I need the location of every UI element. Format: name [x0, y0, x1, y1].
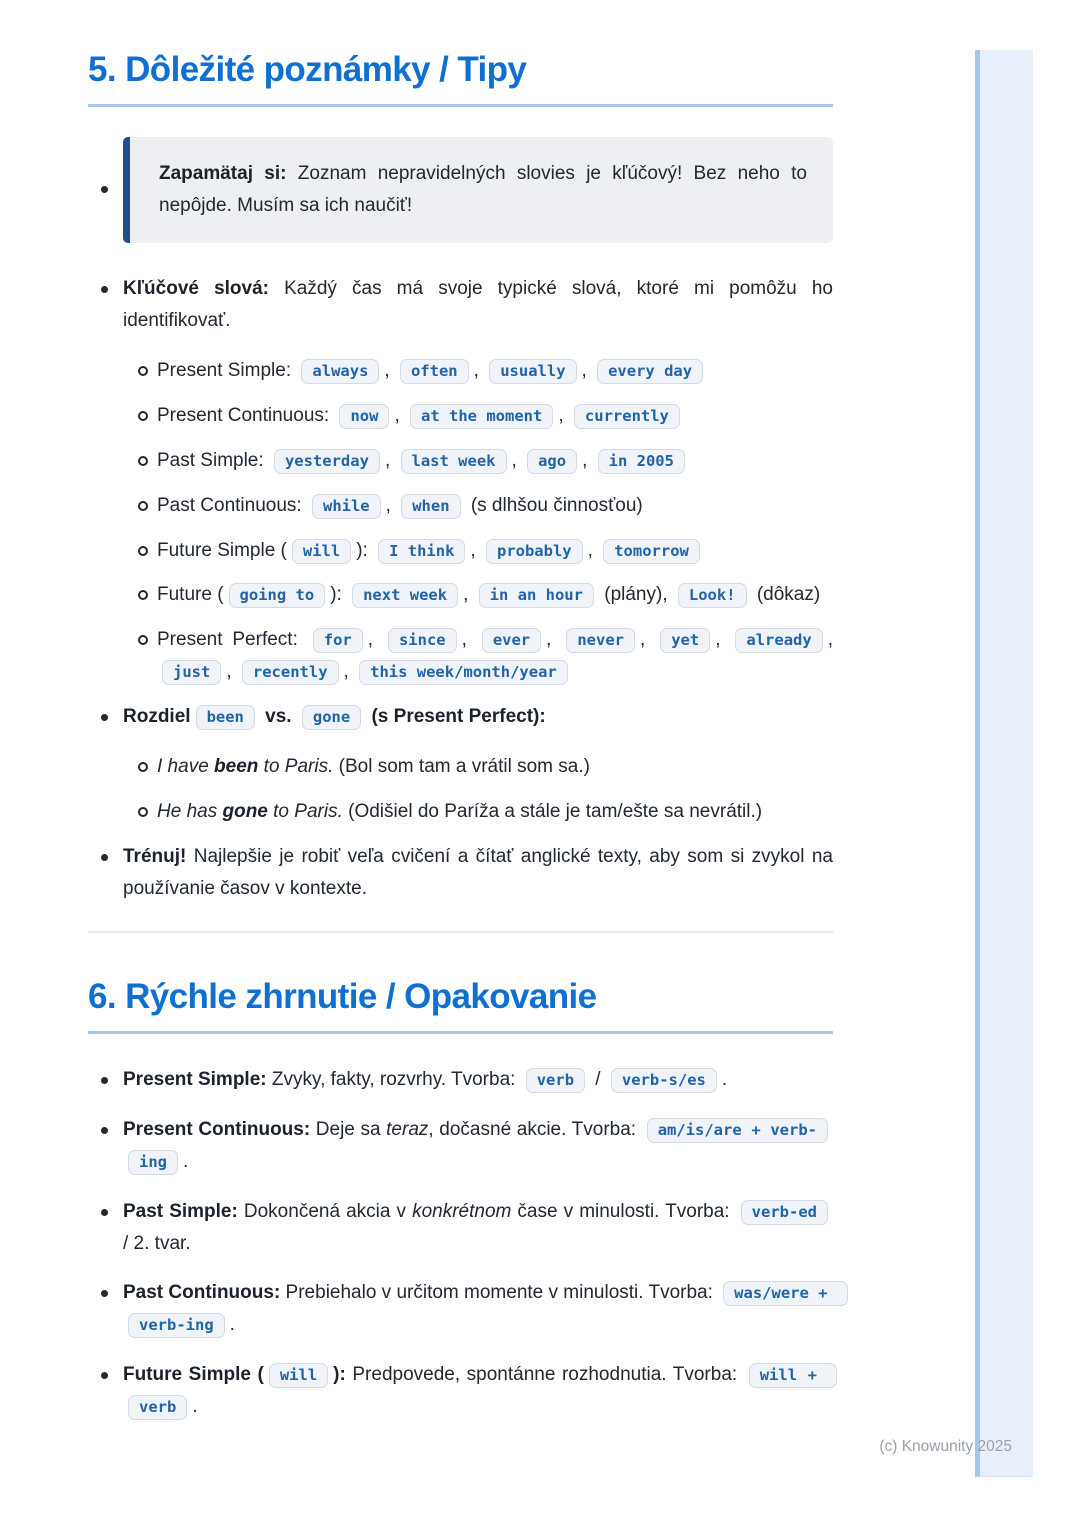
circle-bullet-icon	[138, 590, 148, 600]
list-item-text	[123, 701, 833, 733]
list-item-text	[157, 535, 833, 567]
text-segment: teraz	[386, 1118, 429, 1140]
list-item	[88, 841, 833, 905]
code-chip: since	[388, 628, 457, 653]
list-item-text	[123, 1277, 837, 1341]
list-item	[88, 1277, 837, 1341]
text-segment: ,	[715, 629, 731, 651]
list-item-text	[157, 445, 833, 477]
section-6-heading: 6. Rýchle zhrnutie / Opakovanie	[88, 977, 833, 1034]
circle-bullet-icon	[138, 635, 148, 645]
text-segment: ,	[394, 404, 406, 426]
text-segment: ):	[333, 1364, 346, 1386]
text-segment: gone	[222, 800, 268, 822]
copyright-text: (c) Knowunity 2025	[879, 1438, 1012, 1455]
code-chip: when	[401, 494, 460, 519]
code-chip: in 2005	[598, 449, 685, 474]
bullet-icon	[101, 1077, 108, 1084]
bullet-icon	[101, 286, 108, 293]
sub-list-item	[88, 624, 833, 688]
code-chip: going to	[229, 583, 326, 608]
text-segment: Rozdiel	[123, 706, 191, 728]
code-chip: already	[735, 628, 822, 653]
bullet-icon	[101, 1290, 108, 1297]
text-segment: ,	[640, 629, 656, 651]
list-item	[88, 1064, 833, 1096]
sub-list-item	[88, 535, 833, 567]
section-divider	[88, 931, 833, 933]
text-segment: vs.	[259, 706, 297, 728]
code-chip: while	[312, 494, 381, 519]
list-item	[88, 1114, 833, 1178]
text-segment: ,	[511, 449, 523, 471]
list-item-text	[157, 796, 833, 828]
text-segment: ,	[384, 359, 395, 381]
text-segment: ,	[581, 359, 593, 381]
list-item-text	[157, 751, 833, 783]
code-chip: verb-s/es	[611, 1068, 717, 1093]
circle-bullet-icon	[138, 762, 148, 772]
code-chip: ago	[527, 449, 577, 474]
sub-list-item	[88, 445, 833, 477]
text-segment: Present Simple:	[123, 1068, 267, 1090]
text-segment: ,	[558, 404, 569, 426]
bullet-icon	[101, 1372, 108, 1379]
circle-bullet-icon	[138, 807, 148, 817]
list-item-text	[123, 841, 833, 905]
code-chip: for	[313, 628, 363, 653]
text-segment: Past Continuous:	[123, 1282, 281, 1304]
sub-list-item	[88, 796, 833, 828]
text-segment: .	[192, 1396, 198, 1418]
circle-bullet-icon	[138, 456, 148, 466]
text-segment: (Odišiel do Paríža a stále je tam/ešte sa nevrátil.)	[342, 800, 763, 822]
code-chip: often	[400, 359, 469, 384]
callout-text	[159, 158, 807, 222]
text-segment: ,	[473, 359, 485, 381]
text-segment: Present Simple:	[157, 359, 297, 381]
code-chip: tomorrow	[603, 539, 700, 564]
text-segment: Kľúčové slová:	[123, 278, 269, 300]
text-segment: been	[214, 756, 259, 778]
text-segment: He has	[157, 800, 223, 822]
code-chip: never	[566, 628, 635, 653]
text-segment: (Bol som tam a vrátil som sa.)	[333, 756, 590, 778]
sub-list-item	[88, 579, 833, 611]
code-chip: verb-ed	[741, 1200, 828, 1225]
code-chip: I think	[378, 539, 465, 564]
section-5-heading: 5. Dôležité poznámky / Tipy	[88, 50, 833, 107]
text-segment: I have	[157, 756, 215, 778]
text-segment: Predpovede, spontánne rozhodnutia. Tvorba:	[345, 1364, 744, 1386]
list-item	[88, 701, 833, 733]
text-segment: Zapamätaj si:	[159, 163, 287, 185]
code-chip: usually	[489, 359, 576, 384]
text-segment: Present Perfect:	[157, 629, 308, 651]
sub-list-item	[88, 751, 833, 783]
text-segment: ,	[461, 629, 477, 651]
list-item-text	[157, 579, 833, 611]
text-segment: ,	[827, 629, 833, 651]
sub-list-item	[88, 355, 833, 387]
circle-bullet-icon	[138, 546, 148, 556]
text-segment: Trénuj!	[123, 845, 187, 867]
bullet-icon	[101, 1127, 108, 1134]
text-segment: /	[590, 1068, 606, 1090]
code-chip: yesterday	[274, 449, 380, 474]
list-item-text	[123, 1064, 833, 1096]
code-chip: probably	[486, 539, 583, 564]
code-chip: will + verb	[128, 1363, 837, 1420]
text-segment: konkrétnom	[412, 1200, 512, 1222]
text-segment: Present Continuous:	[157, 404, 335, 426]
list-item-text	[157, 400, 833, 432]
text-segment: .	[229, 1314, 235, 1336]
list-item-text	[123, 1196, 833, 1260]
code-chip: just	[162, 660, 221, 685]
circle-bullet-icon	[138, 501, 148, 511]
text-segment: ,	[226, 661, 237, 683]
text-segment: Najlepšie je robiť veľa cvičení a čítať anglické texty, aby som si zvykol na používanie časov v kontexte.	[123, 845, 833, 899]
text-segment: (dôkaz)	[751, 584, 821, 606]
text-segment: ,	[587, 539, 599, 561]
text-segment: Future Simple (	[157, 539, 287, 561]
callout-note	[123, 137, 833, 243]
text-segment: Future (	[157, 584, 224, 606]
code-chip: last week	[401, 449, 507, 474]
text-segment: ,	[463, 584, 474, 606]
code-chip: will	[292, 539, 351, 564]
list-item-text	[157, 624, 833, 688]
code-chip: Look!	[678, 583, 747, 608]
code-chip: yet	[660, 628, 710, 653]
text-segment: ,	[546, 629, 562, 651]
list-item-text	[123, 273, 833, 337]
text-segment: Present Continuous:	[123, 1118, 311, 1140]
code-chip: gone	[302, 705, 361, 730]
code-chip: next week	[352, 583, 458, 608]
code-chip: ever	[482, 628, 541, 653]
bullet-icon	[101, 854, 108, 861]
text-segment: / 2. tvar.	[123, 1232, 191, 1254]
circle-bullet-icon	[138, 411, 148, 421]
code-chip: currently	[574, 404, 680, 429]
text-segment: (plány),	[598, 584, 673, 606]
text-segment: ,	[385, 494, 397, 516]
code-chip: am/is/are + verb-ing	[128, 1118, 828, 1175]
code-chip: will	[269, 1363, 328, 1388]
text-segment: to Paris.	[267, 800, 343, 822]
text-segment: Zvyky, fakty, rozvrhy. Tvorba:	[266, 1068, 521, 1090]
list-item	[88, 1196, 833, 1260]
list-item-text	[123, 1114, 833, 1178]
text-segment: , dočasné akcie. Tvorba:	[428, 1118, 642, 1140]
text-segment: Každý čas má svoje typické slová, ktoré mi pomôžu ho identifikovať.	[123, 278, 833, 331]
text-segment: Future Simple (	[123, 1364, 264, 1386]
list-item-text	[123, 1359, 833, 1423]
text-segment: ,	[470, 539, 481, 561]
text-segment: Past Simple:	[123, 1200, 238, 1222]
code-chip: always	[301, 359, 379, 384]
list-item-text	[157, 490, 833, 522]
text-segment: Prebiehalo v určitom momente v minulosti. Tvorba:	[280, 1282, 719, 1304]
list-item-text	[157, 355, 833, 387]
code-chip: was/were + verb-ing	[128, 1281, 848, 1338]
text-segment: Dokončená akcia v	[237, 1200, 413, 1222]
circle-bullet-icon	[138, 366, 148, 376]
bullet-icon	[101, 714, 108, 721]
text-segment: Past Simple:	[157, 449, 269, 471]
code-chip: every day	[597, 359, 703, 384]
text-segment: (s Present Perfect):	[366, 706, 546, 728]
text-segment: ):	[356, 539, 374, 561]
right-scroll-track[interactable]	[975, 50, 1033, 1477]
text-segment: Past Continuous:	[157, 494, 307, 516]
code-chip: been	[196, 705, 255, 730]
text-segment: .	[721, 1068, 728, 1090]
text-segment: .	[183, 1150, 189, 1172]
code-chip: recently	[242, 660, 339, 685]
text-segment: ,	[343, 661, 355, 683]
list-item	[88, 1359, 833, 1423]
bullet-icon	[101, 1209, 108, 1216]
text-segment: čase v minulosti. Tvorba:	[511, 1200, 736, 1222]
code-chip: this week/month/year	[359, 660, 568, 685]
text-segment: ,	[367, 629, 383, 651]
code-chip: now	[339, 404, 389, 429]
sub-list-item	[88, 490, 833, 522]
text-segment: ,	[384, 449, 396, 471]
code-chip: verb	[526, 1068, 585, 1093]
callout-row	[88, 137, 833, 243]
list-item	[88, 273, 833, 337]
text-segment: Zoznam nepravidelných slovies je kľúčový! Bez neho to nepôjde. Musím sa ich naučiť!	[159, 163, 808, 217]
text-segment: to Paris.	[258, 756, 334, 778]
code-chip: in an hour	[479, 583, 594, 608]
text-segment: Deje sa	[310, 1118, 387, 1140]
bullet-icon	[101, 186, 108, 193]
text-segment: (s dlhšou činnosťou)	[465, 494, 643, 516]
text-segment: ,	[582, 449, 593, 471]
document-content	[88, 50, 837, 1441]
sub-list-item	[88, 400, 833, 432]
text-segment: ):	[330, 584, 348, 606]
code-chip: at the moment	[410, 404, 553, 429]
